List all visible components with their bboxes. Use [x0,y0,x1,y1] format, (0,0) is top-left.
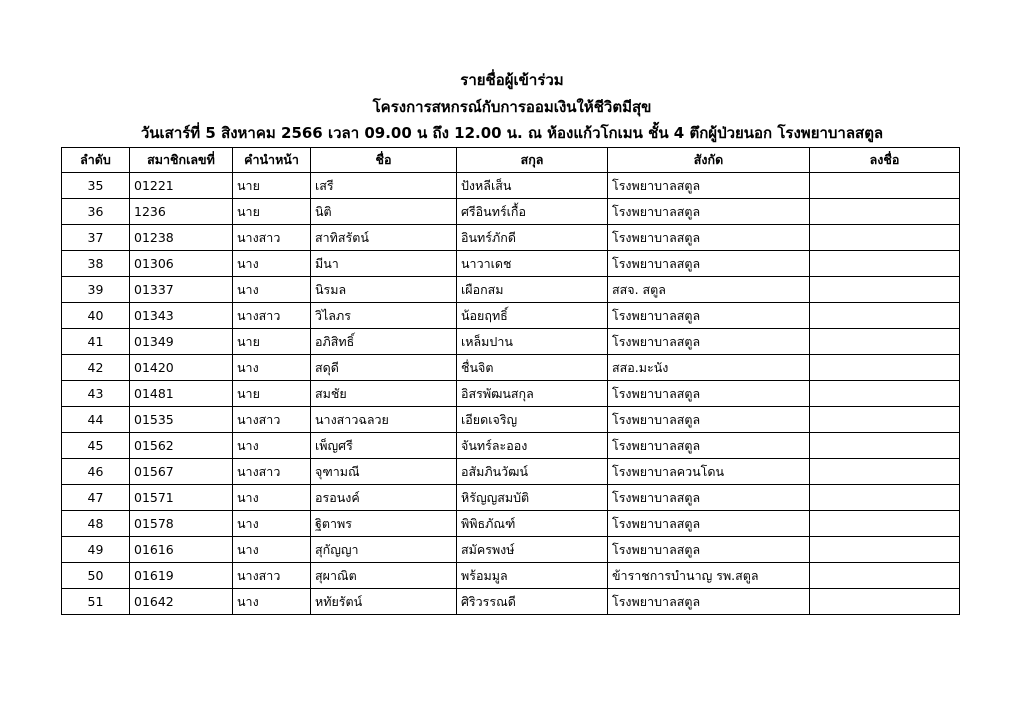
cell-prefix: นางสาว [233,303,311,329]
cell-affiliation: โรงพยาบาลสตูล [608,407,810,433]
table-row [62,381,960,407]
cell-first-name: มีนา [311,251,457,277]
cell-signature [810,433,960,459]
cell-affiliation: โรงพยาบาลสตูล [608,511,810,537]
cell-member-id: 01420 [130,355,233,381]
cell-affiliation: โรงพยาบาลสตูล [608,589,810,615]
cell-no: 42 [62,355,130,381]
cell-affiliation: สสจ. สตูล [608,277,810,303]
cell-prefix: นาง [233,485,311,511]
table-row [62,329,960,355]
cell-last-name: เอียดเจริญ [457,407,608,433]
header-first-name: ชื่อ [311,148,457,173]
cell-last-name: นาวาเดช [457,251,608,277]
cell-prefix: นางสาว [233,459,311,485]
header-prefix: คำนำหน้า [233,148,311,173]
cell-member-id: 01619 [130,563,233,589]
table-row [62,511,960,537]
cell-affiliation: โรงพยาบาลสตูล [608,381,810,407]
cell-no: 50 [62,563,130,589]
document-title: รายชื่อผู้เข้าร่วม [460,71,564,89]
cell-no: 40 [62,303,130,329]
cell-no: 37 [62,225,130,251]
cell-no: 41 [62,329,130,355]
cell-signature [810,511,960,537]
table-row [62,407,960,433]
cell-no: 47 [62,485,130,511]
cell-signature [810,355,960,381]
cell-last-name: ศิริวรรณดี [457,589,608,615]
cell-last-name: พิพิธภัณฑ์ [457,511,608,537]
cell-prefix: นาง [233,511,311,537]
table-row [62,173,960,199]
cell-no: 39 [62,277,130,303]
cell-prefix: นาง [233,355,311,381]
cell-member-id: 1236 [130,199,233,225]
cell-signature [810,199,960,225]
cell-prefix: นาย [233,199,311,225]
cell-first-name: นางสาวฉลวย [311,407,457,433]
cell-last-name: อินทร์ภักดี [457,225,608,251]
cell-first-name: นิรมล [311,277,457,303]
table-row [62,355,960,381]
cell-signature [810,251,960,277]
table-row [62,485,960,511]
table-body [62,173,960,615]
cell-first-name: สาทิสรัตน์ [311,225,457,251]
cell-member-id: 01306 [130,251,233,277]
cell-first-name: เสรี [311,173,457,199]
cell-no: 38 [62,251,130,277]
cell-member-id: 01578 [130,511,233,537]
table-row [62,589,960,615]
cell-signature [810,563,960,589]
header-member-id: สมาชิกเลขที่ [130,148,233,173]
cell-no: 51 [62,589,130,615]
cell-first-name: สมชัย [311,381,457,407]
cell-affiliation: โรงพยาบาลสตูล [608,537,810,563]
cell-no: 49 [62,537,130,563]
cell-affiliation: สสอ.มะนัง [608,355,810,381]
cell-member-id: 01349 [130,329,233,355]
cell-last-name: อสัมภินวัฒน์ [457,459,608,485]
table-row [62,459,960,485]
header-affiliation: สังกัด [608,148,810,173]
cell-signature [810,381,960,407]
participant-table [61,147,960,615]
cell-affiliation: โรงพยาบาลสตูล [608,329,810,355]
cell-member-id: 01571 [130,485,233,511]
cell-member-id: 01337 [130,277,233,303]
cell-affiliation: โรงพยาบาลสตูล [608,199,810,225]
cell-signature [810,459,960,485]
cell-first-name: จุฑามณี [311,459,457,485]
cell-prefix: นาง [233,277,311,303]
cell-signature [810,589,960,615]
cell-prefix: นางสาว [233,225,311,251]
cell-no: 45 [62,433,130,459]
cell-no: 36 [62,199,130,225]
cell-prefix: นาง [233,537,311,563]
cell-member-id: 01535 [130,407,233,433]
cell-signature [810,485,960,511]
cell-affiliation: โรงพยาบาลสตูล [608,225,810,251]
cell-signature [810,407,960,433]
cell-prefix: นาง [233,251,311,277]
cell-prefix: นาย [233,329,311,355]
cell-affiliation: โรงพยาบาลสตูล [608,433,810,459]
cell-signature [810,329,960,355]
cell-member-id: 01642 [130,589,233,615]
cell-affiliation: ข้าราชการบำนาญ รพ.สตูล [608,563,810,589]
table-row [62,277,960,303]
cell-signature [810,173,960,199]
cell-affiliation: โรงพยาบาลสตูล [608,251,810,277]
cell-last-name: อิสรพัฒนสกุล [457,381,608,407]
event-details: วันเสาร์ที่ 5 สิงหาคม 2566 เวลา 09.00 น ถึง 12.00 น. ณ ห้องแก้วโกเมน ชั้น 4 ตึกผู้ป่วยนอก โรงพยาบาลสตูล [140,124,884,142]
cell-last-name: สมัครพงษ์ [457,537,608,563]
cell-prefix: นาง [233,589,311,615]
cell-member-id: 01481 [130,381,233,407]
cell-last-name: พร้อมมูล [457,563,608,589]
cell-first-name: นิติ [311,199,457,225]
cell-no: 44 [62,407,130,433]
table-row [62,251,960,277]
cell-last-name: น้อยฤทธิ์ [457,303,608,329]
cell-last-name: ชื่นจิต [457,355,608,381]
project-name: โครงการสหกรณ์กับการออมเงินให้ชีวิตมีสุข [372,98,652,116]
cell-first-name: เพ็ญศรี [311,433,457,459]
cell-last-name: ศรีอินทร์เกื้อ [457,199,608,225]
table-row [62,303,960,329]
cell-affiliation: โรงพยาบาลควนโดน [608,459,810,485]
cell-prefix: นาย [233,173,311,199]
cell-signature [810,303,960,329]
cell-first-name: สดุดี [311,355,457,381]
cell-last-name: เหล็มปาน [457,329,608,355]
cell-first-name: สุกัญญา [311,537,457,563]
table-row [62,563,960,589]
header-signature: ลงชื่อ [810,148,960,173]
cell-affiliation: โรงพยาบาลสตูล [608,173,810,199]
cell-affiliation: โรงพยาบาลสตูล [608,485,810,511]
cell-last-name: หิรัญญสมบัติ [457,485,608,511]
cell-member-id: 01567 [130,459,233,485]
cell-last-name: ปังหลีเส็น [457,173,608,199]
cell-member-id: 01238 [130,225,233,251]
cell-member-id: 01343 [130,303,233,329]
cell-member-id: 01221 [130,173,233,199]
header-last-name: สกุล [457,148,608,173]
cell-first-name: ฐิตาพร [311,511,457,537]
header-no: ลำดับ [62,148,130,173]
cell-signature [810,537,960,563]
cell-first-name: อรอนงค์ [311,485,457,511]
cell-no: 46 [62,459,130,485]
cell-first-name: วิไลภร [311,303,457,329]
cell-prefix: นาง [233,433,311,459]
cell-first-name: อภิสิทธิ์ [311,329,457,355]
cell-first-name: สุผาณิต [311,563,457,589]
cell-no: 35 [62,173,130,199]
table-row [62,537,960,563]
cell-no: 48 [62,511,130,537]
table-row [62,225,960,251]
table-header-row [62,148,960,173]
cell-first-name: หทัยรัตน์ [311,589,457,615]
cell-prefix: นางสาว [233,563,311,589]
cell-signature [810,225,960,251]
cell-member-id: 01562 [130,433,233,459]
cell-signature [810,277,960,303]
cell-affiliation: โรงพยาบาลสตูล [608,303,810,329]
cell-member-id: 01616 [130,537,233,563]
table-row [62,199,960,225]
cell-last-name: จันทร์ละออง [457,433,608,459]
cell-last-name: เผือกสม [457,277,608,303]
cell-no: 43 [62,381,130,407]
cell-prefix: นาย [233,381,311,407]
table-row [62,433,960,459]
cell-prefix: นางสาว [233,407,311,433]
